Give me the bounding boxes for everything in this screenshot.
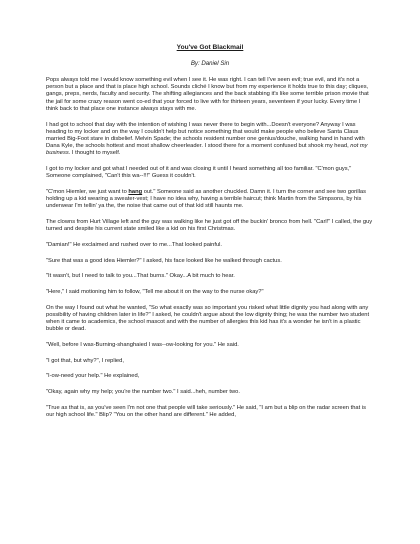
paragraph (46, 373, 374, 380)
paragraph-text: "I got that, but why?", I replied, (46, 357, 124, 364)
paragraph-text: . I thought to myself. (68, 150, 121, 157)
paragraph (46, 342, 374, 349)
paragraph-text: I got to my locker and got what I needed out of it and was closing it until I heard something all too familiar. "C'mon guys," Someone complained, "Can't this wa--!!!" Guess it couldn't. (46, 166, 352, 180)
paragraph-text: out." Someone said as another chuckled. Damn it. I turn the corner and see two gorillas holding up a kid wearing a sweater-vest; I have no idea why, having a terrible haircut; think Martin from the Simpsons, by his underwear I'm tellin' ya the, the noise that came out of that kid still haunts me. (46, 188, 366, 210)
paragraph-text: "Sure that was a good idea Hiemler?" I asked, his face looked like he walked through cactus. (46, 257, 282, 264)
paragraph-text: "It wasn't, but I need to talk to you...That burns." Okay...A bit much to hear. (46, 273, 235, 280)
paragraph (46, 258, 374, 265)
paragraph-text: The clowns from Hurt Village left and the guy was walking like he just got off the buckin' bronco from hell. "Carl!" I called, the guy turned and despite his current state smiled like a kid on his first Christmas. (46, 219, 373, 233)
paragraph (46, 305, 374, 334)
document-body (46, 77, 374, 419)
paragraph-text: I had got to school that day with the intention of wishing I was never there to begin with...Doesn't everyone? Anyway I was heading to my locker and on the way I couldn't help but notice something that would make people who believe Santa Claus married Big-Foot stare in disbelief. Melvin Spade; the schools resident number one genius/douche, walking hand in hand with Dana Kyle, the schools hottest and most shallow cheerleader. I stood there for a moment confused but shook my head, (46, 121, 365, 150)
paragraph (46, 289, 374, 296)
paragraph (46, 122, 374, 158)
paragraph-text: "C'mon Hiemler, we just want to (46, 188, 129, 195)
paragraph-text: "Damian!" He exclaimed and rushed over to me...That looked painful. (46, 241, 223, 248)
paragraph-text: "Here," I said motioning him to follow, "Tell me about it on the way to the nurse okay?" (46, 289, 264, 296)
paragraph-text: "True as that is, as you've seen I'm not one that people will take seriously." He said, "I am but a blip on the radar screen that is our high school life." Blip? "You on the other hand are different." He added, (46, 404, 366, 419)
paragraph-text: Pops always told me I would know something evil when I see it. He was right. I can tell I've seen evil; true evil, and it's not a person but a place and that is place high school. Sounds cliché I know but from my experience it holds true to this day; cliques, gangs, preps, nerds, faculty and security. The shifting allegiances and the back stabbing it's like some terrible prison movie that the jail for some crazy reason went co-ed that your forced to live with for thirteen years, seventeen if your lucky. Every time I think back to that place one instance always stays with me. (46, 77, 369, 112)
paragraph (46, 189, 374, 211)
document-byline: By: Daniel Sin (190, 60, 230, 67)
paragraph (46, 405, 374, 419)
paragraph-text: On the way I found out what he wanted, "So what exactly was so important you risked what little dignity you had along with any possibility of having children later in life?" I asked, he couldn't argue about the low dignity thing; he was the number two student when it came to academics, the school mascot and with the number of allergies this kid has it's a wonder he isn't in a plastic bubble or dead. (46, 304, 370, 333)
paragraph-text: "Well, before I was-Burning-shanghaied I was--ow-looking for you." He said. (46, 342, 239, 349)
paragraph (46, 389, 374, 396)
emphasized-word: hang (128, 188, 143, 195)
italic-text: not my business (46, 143, 368, 157)
paragraph-text: "Okay, again why my help; you're the number two." I said...heh, number two. (46, 389, 240, 396)
paragraph (46, 166, 374, 180)
paragraph (46, 77, 374, 113)
paragraph (46, 358, 374, 365)
paragraph (46, 273, 374, 280)
paragraph-text: "I-ow-need your help." He explained, (46, 373, 140, 380)
paragraph (46, 242, 374, 249)
document-title: You've Got Blackmail (176, 44, 244, 51)
paragraph (46, 219, 374, 233)
